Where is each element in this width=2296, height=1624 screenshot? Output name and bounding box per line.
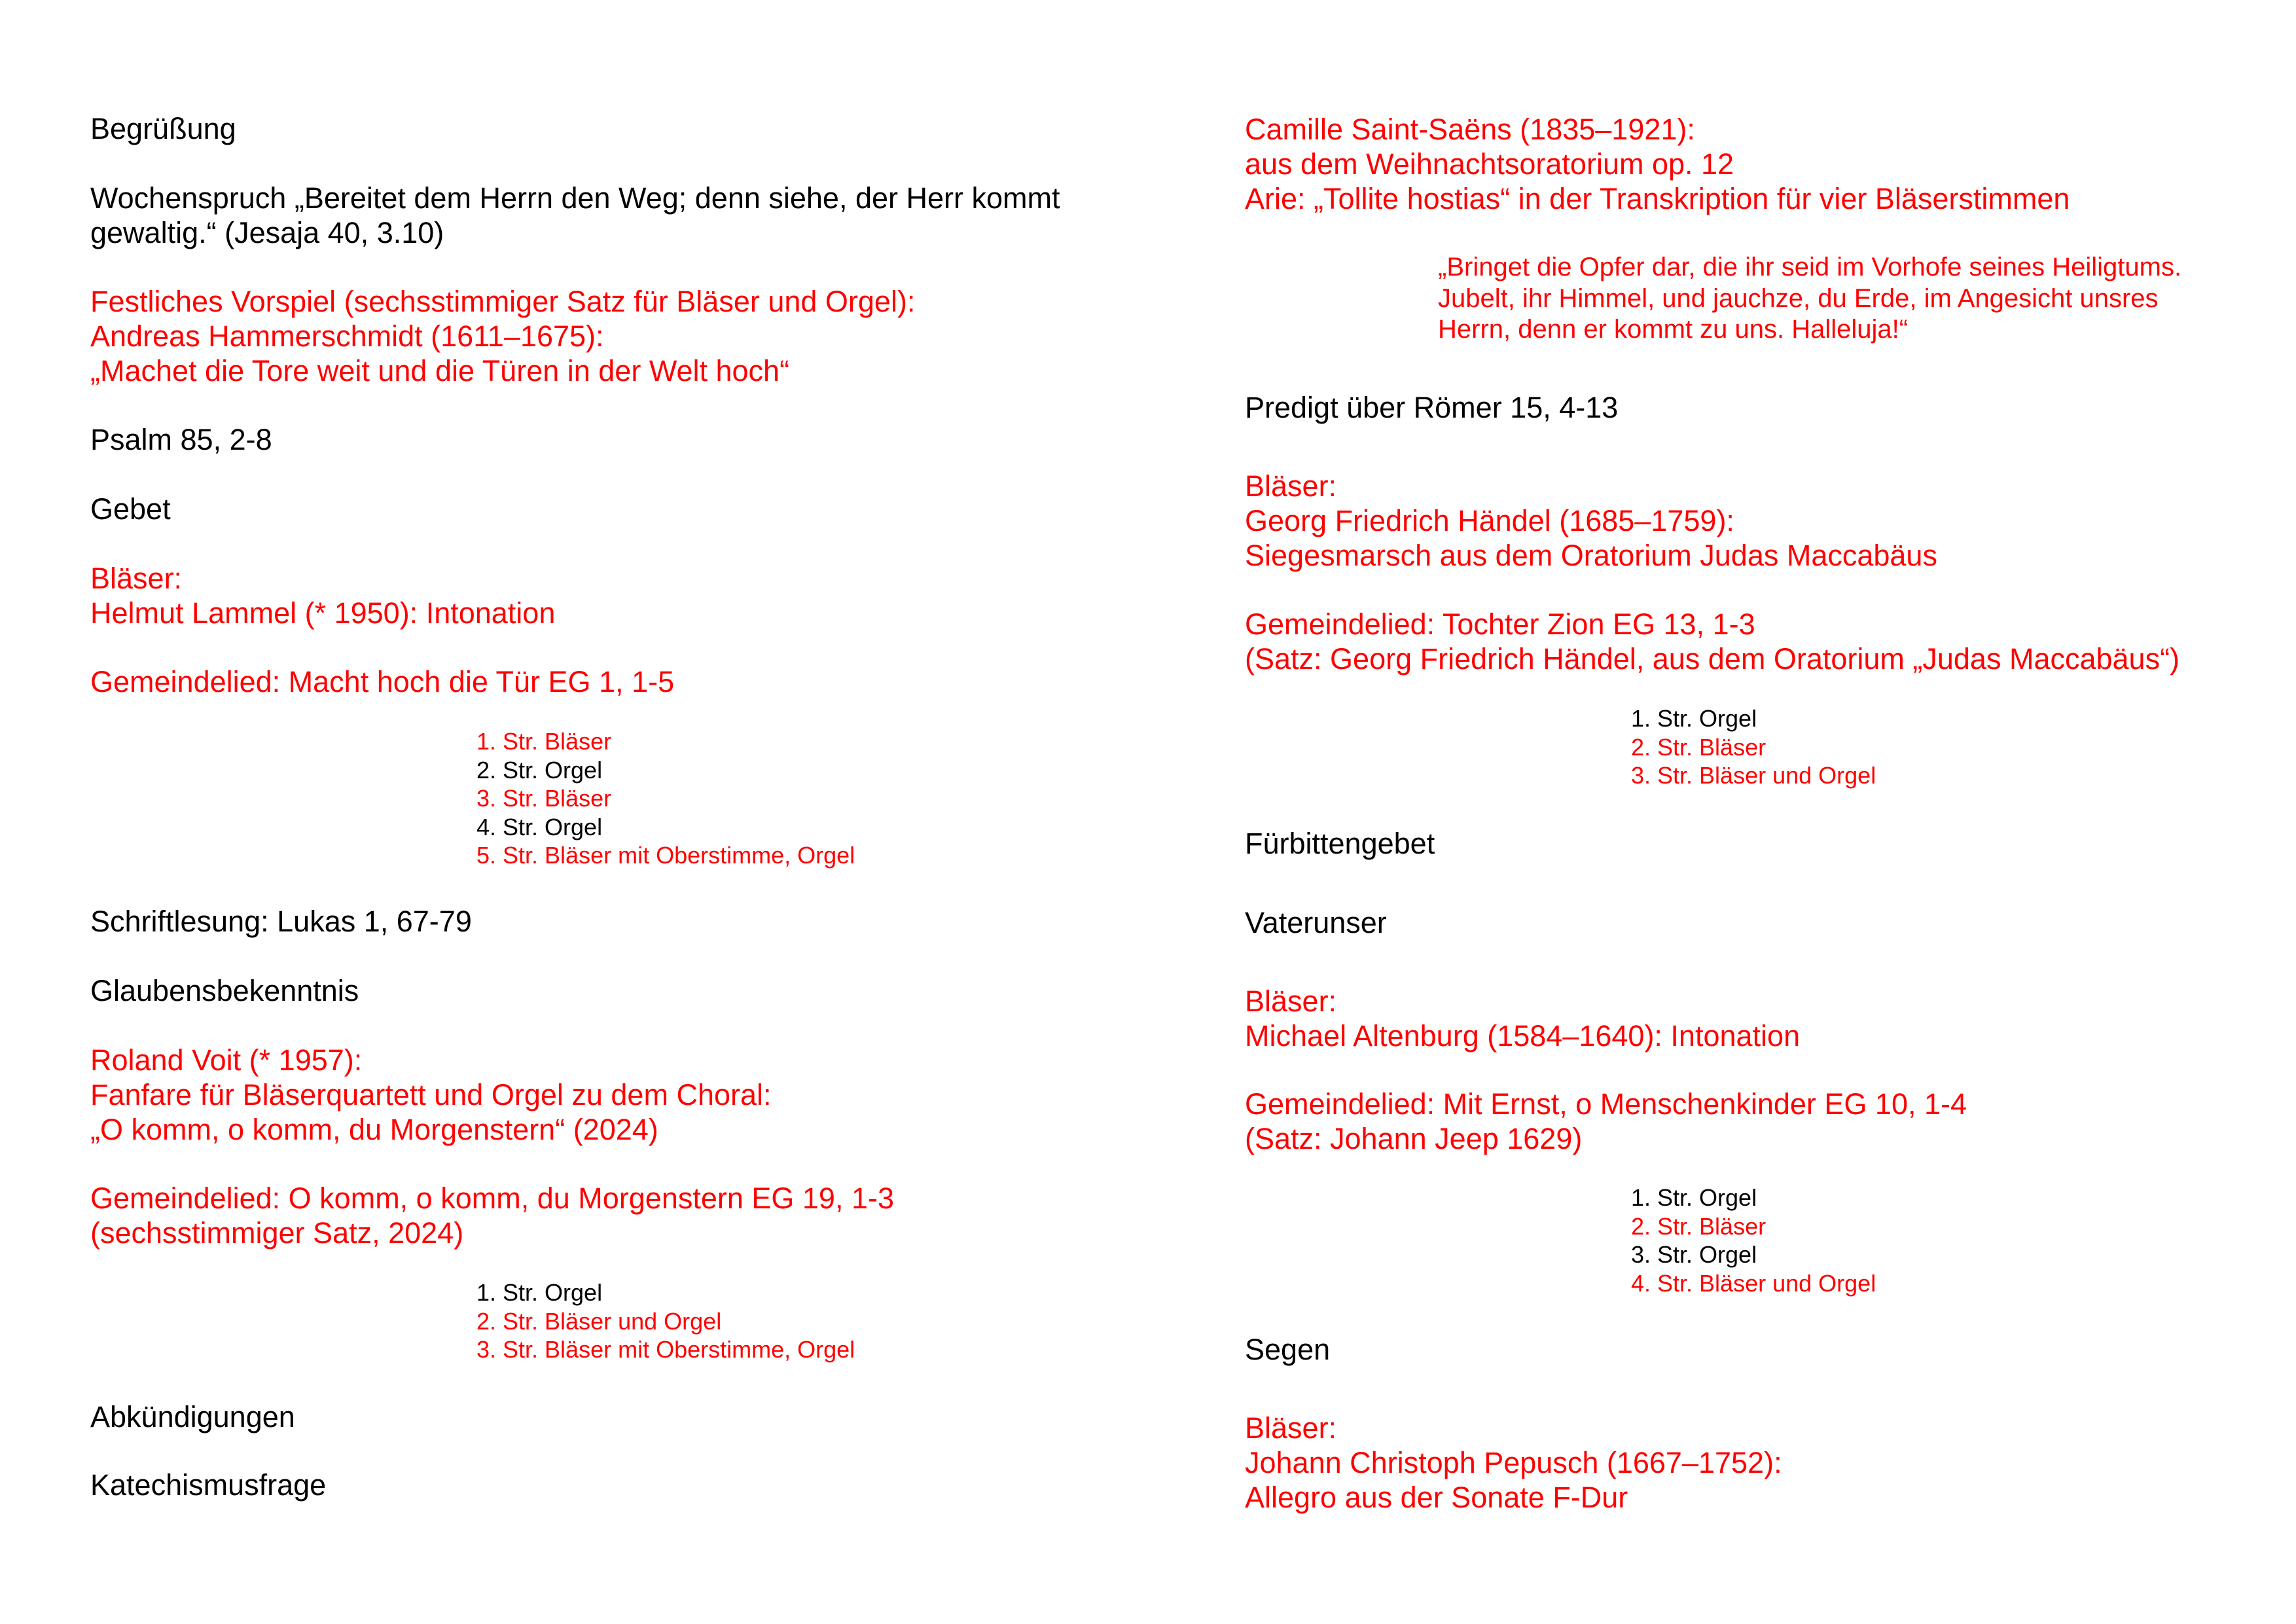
schriftlesung — [90, 904, 472, 939]
verse-item: 2. Str. Bläser und Orgel — [476, 1307, 722, 1335]
schriftlesung-text: Schriftlesung: Lukas 1, 67-79 — [90, 905, 472, 938]
vaterunser-text: Vaterunser — [1245, 906, 1387, 939]
blaeser-haendel — [1245, 469, 1937, 573]
fanfare-voit — [90, 1043, 772, 1147]
fanfare-line-2: Fanfare für Bläserquartett und Orgel zu dem Choral: — [90, 1078, 772, 1111]
blaeser-composer: Johann Christoph Pepusch (1667–1752): — [1245, 1446, 1782, 1479]
begruessung-text: Begrüßung — [90, 112, 236, 145]
blaeser-pepusch — [1245, 1411, 1782, 1515]
verse-item: 2. Str. Orgel — [476, 756, 603, 784]
verse-item: 4. Str. Bläser und Orgel — [1631, 1269, 1876, 1297]
gemeindelied-setting: (Satz: Georg Friedrich Händel, aus dem Oratorium „Judas Maccabäus“) — [1245, 642, 2180, 676]
gebet — [90, 492, 171, 526]
verse-item: 1. Str. Orgel — [1631, 1184, 1757, 1211]
blaeser-label: Bläser: — [90, 562, 183, 595]
fanfare-line-1: Roland Voit (* 1957): — [90, 1043, 363, 1077]
vaterunser — [1245, 905, 1387, 940]
vorspiel — [90, 284, 915, 388]
vorspiel-line-1: Festliches Vorspiel (sechsstimmiger Satz für Bläser und Orgel): — [90, 285, 916, 318]
verse-list-mit-ernst — [1631, 1183, 1876, 1297]
saint-saens-line-3: Arie: „Tollite hostias“ in der Transkription für vier Bläserstimmen — [1245, 182, 2070, 215]
gemeindelied-tochter-zion — [1245, 607, 2179, 676]
begruessung — [90, 111, 236, 146]
gemeindelied-title: Gemeindelied: O komm, o komm, du Morgenstern EG 19, 1-3 — [90, 1182, 895, 1215]
blaeser-intonation-lammel — [90, 561, 555, 630]
gemeindelied-setting: (Satz: Johann Jeep 1629) — [1245, 1122, 1583, 1155]
verse-item: 3. Str. Orgel — [1631, 1241, 1757, 1268]
blaeser-label: Bläser: — [1245, 984, 1337, 1018]
predigt — [1245, 390, 1618, 425]
verse-list-tochter-zion — [1631, 704, 1876, 790]
glaubensbekenntnis-text: Glaubensbekenntnis — [90, 974, 359, 1007]
gebet-text: Gebet — [90, 492, 171, 526]
verse-item: 2. Str. Bläser — [1631, 733, 1767, 761]
verse-item: 4. Str. Orgel — [476, 813, 603, 840]
saint-saens-line-1: Camille Saint-Saëns (1835–1921): — [1245, 113, 1695, 146]
saint-saens-arie — [1245, 112, 2070, 216]
katechismusfrage — [90, 1468, 326, 1502]
verse-item: 1. Str. Orgel — [476, 1279, 603, 1306]
quote-line-1: „Bringet die Opfer dar, die ihr seid im Vorhofe seines Heiligtums. — [1438, 253, 2182, 281]
blaeser-piece: Michael Altenburg (1584–1640): Intonation — [1245, 1019, 1801, 1053]
blaeser-piece: Helmut Lammel (* 1950): Intonation — [90, 596, 556, 630]
vorspiel-line-2: Andreas Hammerschmidt (1611–1675): — [90, 319, 604, 353]
blaeser-altenburg — [1245, 984, 1800, 1053]
verse-item: 1. Str. Orgel — [1631, 705, 1757, 732]
glaubensbekenntnis — [90, 973, 359, 1008]
fuerbittengebet — [1245, 826, 1435, 861]
fanfare-line-3: „O komm, o komm, du Morgenstern“ (2024) — [90, 1113, 658, 1146]
gemeindelied-macht-hoch — [90, 664, 674, 699]
blaeser-label: Bläser: — [1245, 469, 1337, 503]
gemeindelied-title: Gemeindelied: Mit Ernst, o Menschenkinder EG 10, 1-4 — [1245, 1087, 1967, 1121]
gemeindelied-setting: (sechsstimmiger Satz, 2024) — [90, 1216, 464, 1250]
abkuendigungen — [90, 1399, 295, 1434]
wochenspruch-line-2: gewaltig.“ (Jesaja 40, 3.10) — [90, 216, 444, 249]
katechismusfrage-text: Katechismusfrage — [90, 1468, 327, 1502]
blaeser-piece: Allegro aus der Sonate F-Dur — [1245, 1481, 1628, 1514]
gemeindelied-mit-ernst — [1245, 1087, 1967, 1156]
blaeser-composer: Georg Friedrich Händel (1685–1759): — [1245, 504, 1734, 537]
arie-text-quote — [1438, 252, 2181, 346]
gemeindelied-title: Gemeindelied: Tochter Zion EG 13, 1-3 — [1245, 607, 1755, 641]
verse-list-morgenstern — [476, 1278, 855, 1364]
quote-line-3: Herrn, denn er kommt zu uns. Halleluja!“ — [1438, 315, 1909, 344]
blaeser-label: Bläser: — [1245, 1411, 1337, 1445]
verse-item: 3. Str. Bläser — [476, 785, 612, 812]
quote-line-2: Jubelt, ihr Himmel, und jauchze, du Erde, im Angesicht unsres — [1438, 283, 2159, 313]
wochenspruch — [90, 181, 1060, 250]
blaeser-piece: Siegesmarsch aus dem Oratorium Judas Maccabäus — [1245, 539, 1937, 572]
psalm-text: Psalm 85, 2-8 — [90, 423, 272, 456]
vorspiel-line-3: „Machet die Tore weit und die Türen in der Welt hoch“ — [90, 354, 790, 388]
fuerbittengebet-text: Fürbittengebet — [1245, 827, 1435, 860]
verse-list-macht-hoch — [476, 727, 855, 870]
verse-item: 3. Str. Bläser mit Oberstimme, Orgel — [476, 1336, 855, 1363]
predigt-text: Predigt über Römer 15, 4-13 — [1245, 391, 1619, 424]
psalm — [90, 422, 272, 457]
gemeindelied-title: Gemeindelied: Macht hoch die Tür EG 1, 1-5 — [90, 665, 675, 698]
verse-item: 1. Str. Bläser — [476, 728, 612, 755]
saint-saens-line-2: aus dem Weihnachtsoratorium op. 12 — [1245, 147, 1734, 181]
abkuendigungen-text: Abkündigungen — [90, 1400, 295, 1434]
wochenspruch-line-1: Wochenspruch „Bereitet dem Herrn den Weg; denn siehe, der Herr kommt — [90, 181, 1060, 215]
segen — [1245, 1332, 1330, 1367]
verse-item: 5. Str. Bläser mit Oberstimme, Orgel — [476, 842, 855, 869]
verse-item: 2. Str. Bläser — [1631, 1212, 1767, 1240]
verse-item: 3. Str. Bläser und Orgel — [1631, 762, 1876, 789]
segen-text: Segen — [1245, 1333, 1331, 1366]
gemeindelied-morgenstern — [90, 1181, 894, 1250]
